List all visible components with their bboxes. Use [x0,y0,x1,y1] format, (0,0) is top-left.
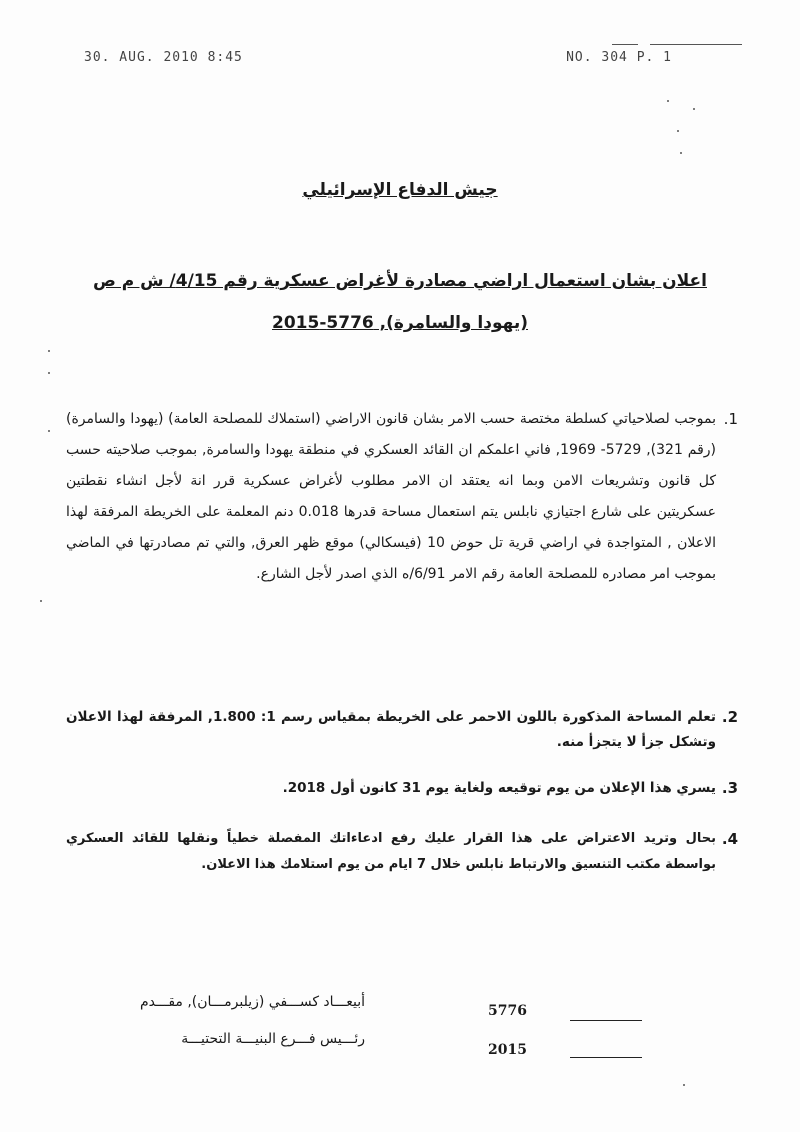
item-number: 3. [721,779,738,797]
fax-header-rule [612,44,638,45]
numbered-item [66,705,738,755]
item-text: بحال وتريد الاعتراض على هذا القرار عليك رفع ادعاءاتك المفصلة خطياً ونقلها للقائد العسكري بواسطة مكتب التنسيق والارتباط نابلس خلال 7 ايام من يوم استلامك هذا الاعلان. [66,831,716,872]
signature-line [570,1057,642,1058]
date-gregorian-year: 2015 [488,1042,527,1058]
scan-speck [48,372,50,374]
scan-speck [683,1084,685,1086]
announcement-title: اعلان بشان استعمال اراضي مصادرة لأغراض عسكرية رقم 4/15/ ش م ص [93,271,707,291]
signatory-name: أبيعـــاد كســـفي (زيلبرمـــان), مقـــدم [140,994,365,1010]
item-number: 1. [723,410,738,428]
scan-speck [680,152,682,154]
signatory-position: رئـــيس فـــرع البنيـــة التحتيـــة [181,1031,365,1047]
fax-header-timestamp: 30. AUG. 2010 8:45 [84,50,243,65]
item-text: يسري هذا الإعلان من يوم توقيعه ولغاية يوم 31 كانون أول 2018. [282,780,716,796]
numbered-item [66,826,738,878]
scan-speck [48,430,50,432]
numbered-item [66,776,738,801]
signature-line [570,1020,642,1021]
item-number: 4. [721,830,738,848]
scan-speck [677,130,679,132]
item-number: 2. [721,708,738,726]
date-hebrew-year: 5776 [488,1003,527,1019]
organization-heading: جيش الدفاع الإسرائيلي [302,180,498,200]
scan-speck [693,108,695,110]
scan-speck [48,350,50,352]
fax-header-rule [650,44,742,45]
item-text: بموجب لصلاحياتي كسلطة مختصة حسب الامر بشان قانون الاراضي (استملاك للمصلحة العامة) (يهودا والسامرة) (رقم 321), 5729- 1969, فاني اعلمكم ان القائد العسكري في منطقة يهودا والسامرة, بموجب صلاحيته حسب كل قانون وتشريعات الامن وبما انه يعتقد ان الامر مطلوب لأغراض عسكرية قرر انة لأجل انشاء نقطتين عسكريتين على شارع اجتيازي نابلس يتم استعمال مساحة قدرها 0.018 دنم المعلمة على الخريطة المرفقة لهذا الاعلان , المتواجدة في اراضي قرية تل حوض 10 (فيسكالي) موقع ظهر العرق, والتي تم مصادرتها في الماضي بموجب امر مصادره للمصلحة العامة رقم الامر 6/91/ه الذي اصدر لأجل الشارع. [66,411,717,582]
fax-header-page-number: NO. 304 P. 1 [566,50,672,65]
item-text: تعلم المساحة المذكورة باللون الاحمر على الخريطة بمقياس رسم 1: 1.800, المرفقة لهذا الاعلان وتشكل جزأ لا يتجزأ منه. [66,709,716,750]
scan-speck [667,100,669,102]
scan-speck [40,600,42,602]
numbered-item [66,404,738,590]
announcement-title-region: (يهودا والسامرة), 5776-2015 [272,313,528,333]
